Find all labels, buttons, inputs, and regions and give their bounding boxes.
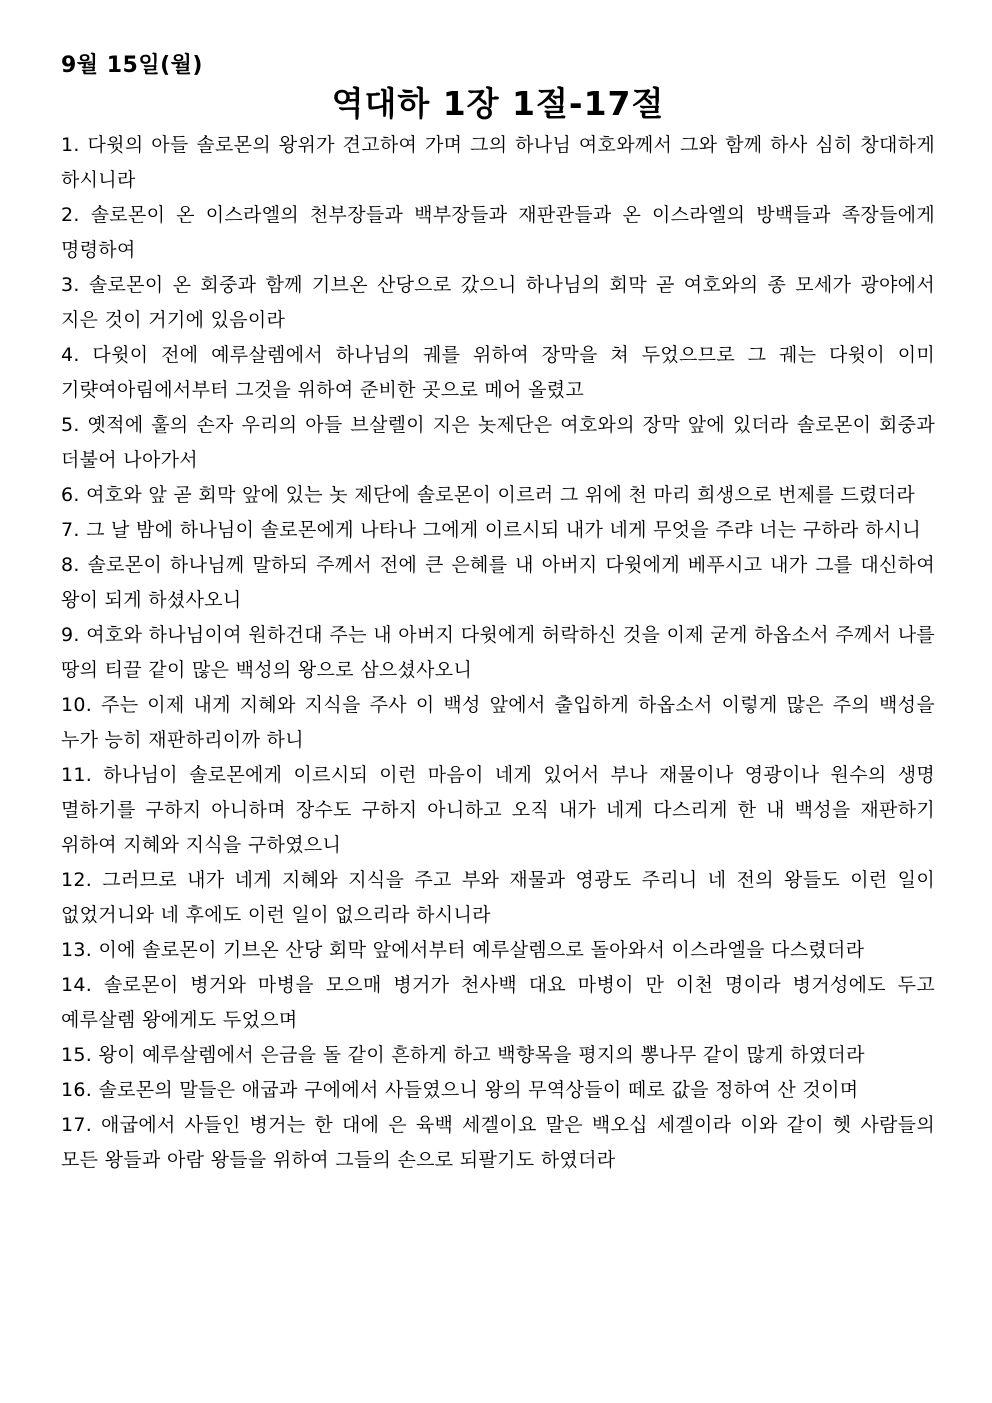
verse-5: 5. 옛적에 훌의 손자 우리의 아들 브살렐이 지은 놋제단은 여호와의 장막 앞에 있더라 솔로몬이 회중과 더불어 나아가서 [61, 414, 935, 471]
verse-2: 2. 솔로몬이 온 이스라엘의 천부장들과 백부장들과 재판관들과 온 이스라엘의 방백들과 족장들에게 명령하여 [61, 204, 935, 261]
verse-list [61, 128, 935, 1178]
verse-7: 7. 그 날 밤에 하나님이 솔로몬에게 나타나 그에게 이르시되 내가 네게 무엇을 주랴 너는 구하라 하시니 [61, 519, 921, 541]
date-heading: 9월 15일(월) [61, 53, 203, 78]
verse-3: 3. 솔로몬이 온 회중과 함께 기브온 산당으로 갔으니 하나님의 회막 곧 여호와의 종 모세가 광야에서 지은 것이 거기에 있음이라 [61, 274, 935, 331]
verse-11: 11. 하나님이 솔로몬에게 이르시되 이런 마음이 네게 있어서 부나 재물이나 영광이나 원수의 생명 멸하기를 구하지 아니하며 장수도 구하지 아니하고 오직 내가 네게 다스리게 한 내 백성을 재판하기 위하여 지혜와 지식을 구하였으니 [61, 764, 935, 856]
verse-1: 1. 다윗의 아들 솔로몬의 왕위가 견고하여 가며 그의 하나님 여호와께서 그와 함께 하사 심히 창대하게 하시니라 [61, 134, 935, 191]
verse-8: 8. 솔로몬이 하나님께 말하되 주께서 전에 큰 은혜를 내 아버지 다윗에게 베푸시고 내가 그를 대신하여 왕이 되게 하셨사오니 [61, 554, 935, 611]
page-title: 역대하 1장 1절-17절 [331, 84, 665, 123]
verse-16: 16. 솔로몬의 말들은 애굽과 구에에서 사들였으니 왕의 무역상들이 떼로 값을 정하여 산 것이며 [61, 1079, 859, 1101]
verse-4: 4. 다윗이 전에 예루살렘에서 하나님의 궤를 위하여 장막을 쳐 두었으므로 그 궤는 다윗이 이미 기럇여아림에서부터 그것을 위하여 준비한 곳으로 메어 올렸고 [61, 344, 935, 401]
verse-13: 13. 이에 솔로몬이 기브온 산당 회막 앞에서부터 예루살렘으로 돌아와서 이스라엘을 다스렸더라 [61, 939, 865, 961]
verse-15: 15. 왕이 예루살렘에서 은금을 돌 같이 흔하게 하고 백향목을 평지의 뽕나무 같이 많게 하였더라 [61, 1044, 865, 1066]
verse-6: 6. 여호와 앞 곧 회막 앞에 있는 놋 제단에 솔로몬이 이르러 그 위에 천 마리 희생으로 번제를 드렸더라 [61, 484, 916, 506]
verse-14: 14. 솔로몬이 병거와 마병을 모으매 병거가 천사백 대요 마병이 만 이천 명이라 병거성에도 두고 예루살렘 왕에게도 두었으며 [61, 974, 935, 1031]
verse-12: 12. 그러므로 내가 네게 지혜와 지식을 주고 부와 재물과 영광도 주리니 네 전의 왕들도 이런 일이 없었거니와 네 후에도 이런 일이 없으리라 하시니라 [61, 869, 935, 926]
verse-10: 10. 주는 이제 내게 지혜와 지식을 주사 이 백성 앞에서 출입하게 하옵소서 이렇게 많은 주의 백성을 누가 능히 재판하리이까 하니 [61, 694, 935, 751]
verse-9: 9. 여호와 하나님이여 원하건대 주는 내 아버지 다윗에게 허락하신 것을 이제 굳게 하옵소서 주께서 나를 땅의 티끌 같이 많은 백성의 왕으로 삼으셨사오니 [61, 624, 936, 681]
document-page [61, 50, 935, 1178]
verse-17: 17. 애굽에서 사들인 병거는 한 대에 은 육백 세겔이요 말은 백오십 세겔이라 이와 같이 헷 사람들의 모든 왕들과 아람 왕들을 위하여 그들의 손으로 되팔기도 하였더라 [61, 1114, 935, 1171]
